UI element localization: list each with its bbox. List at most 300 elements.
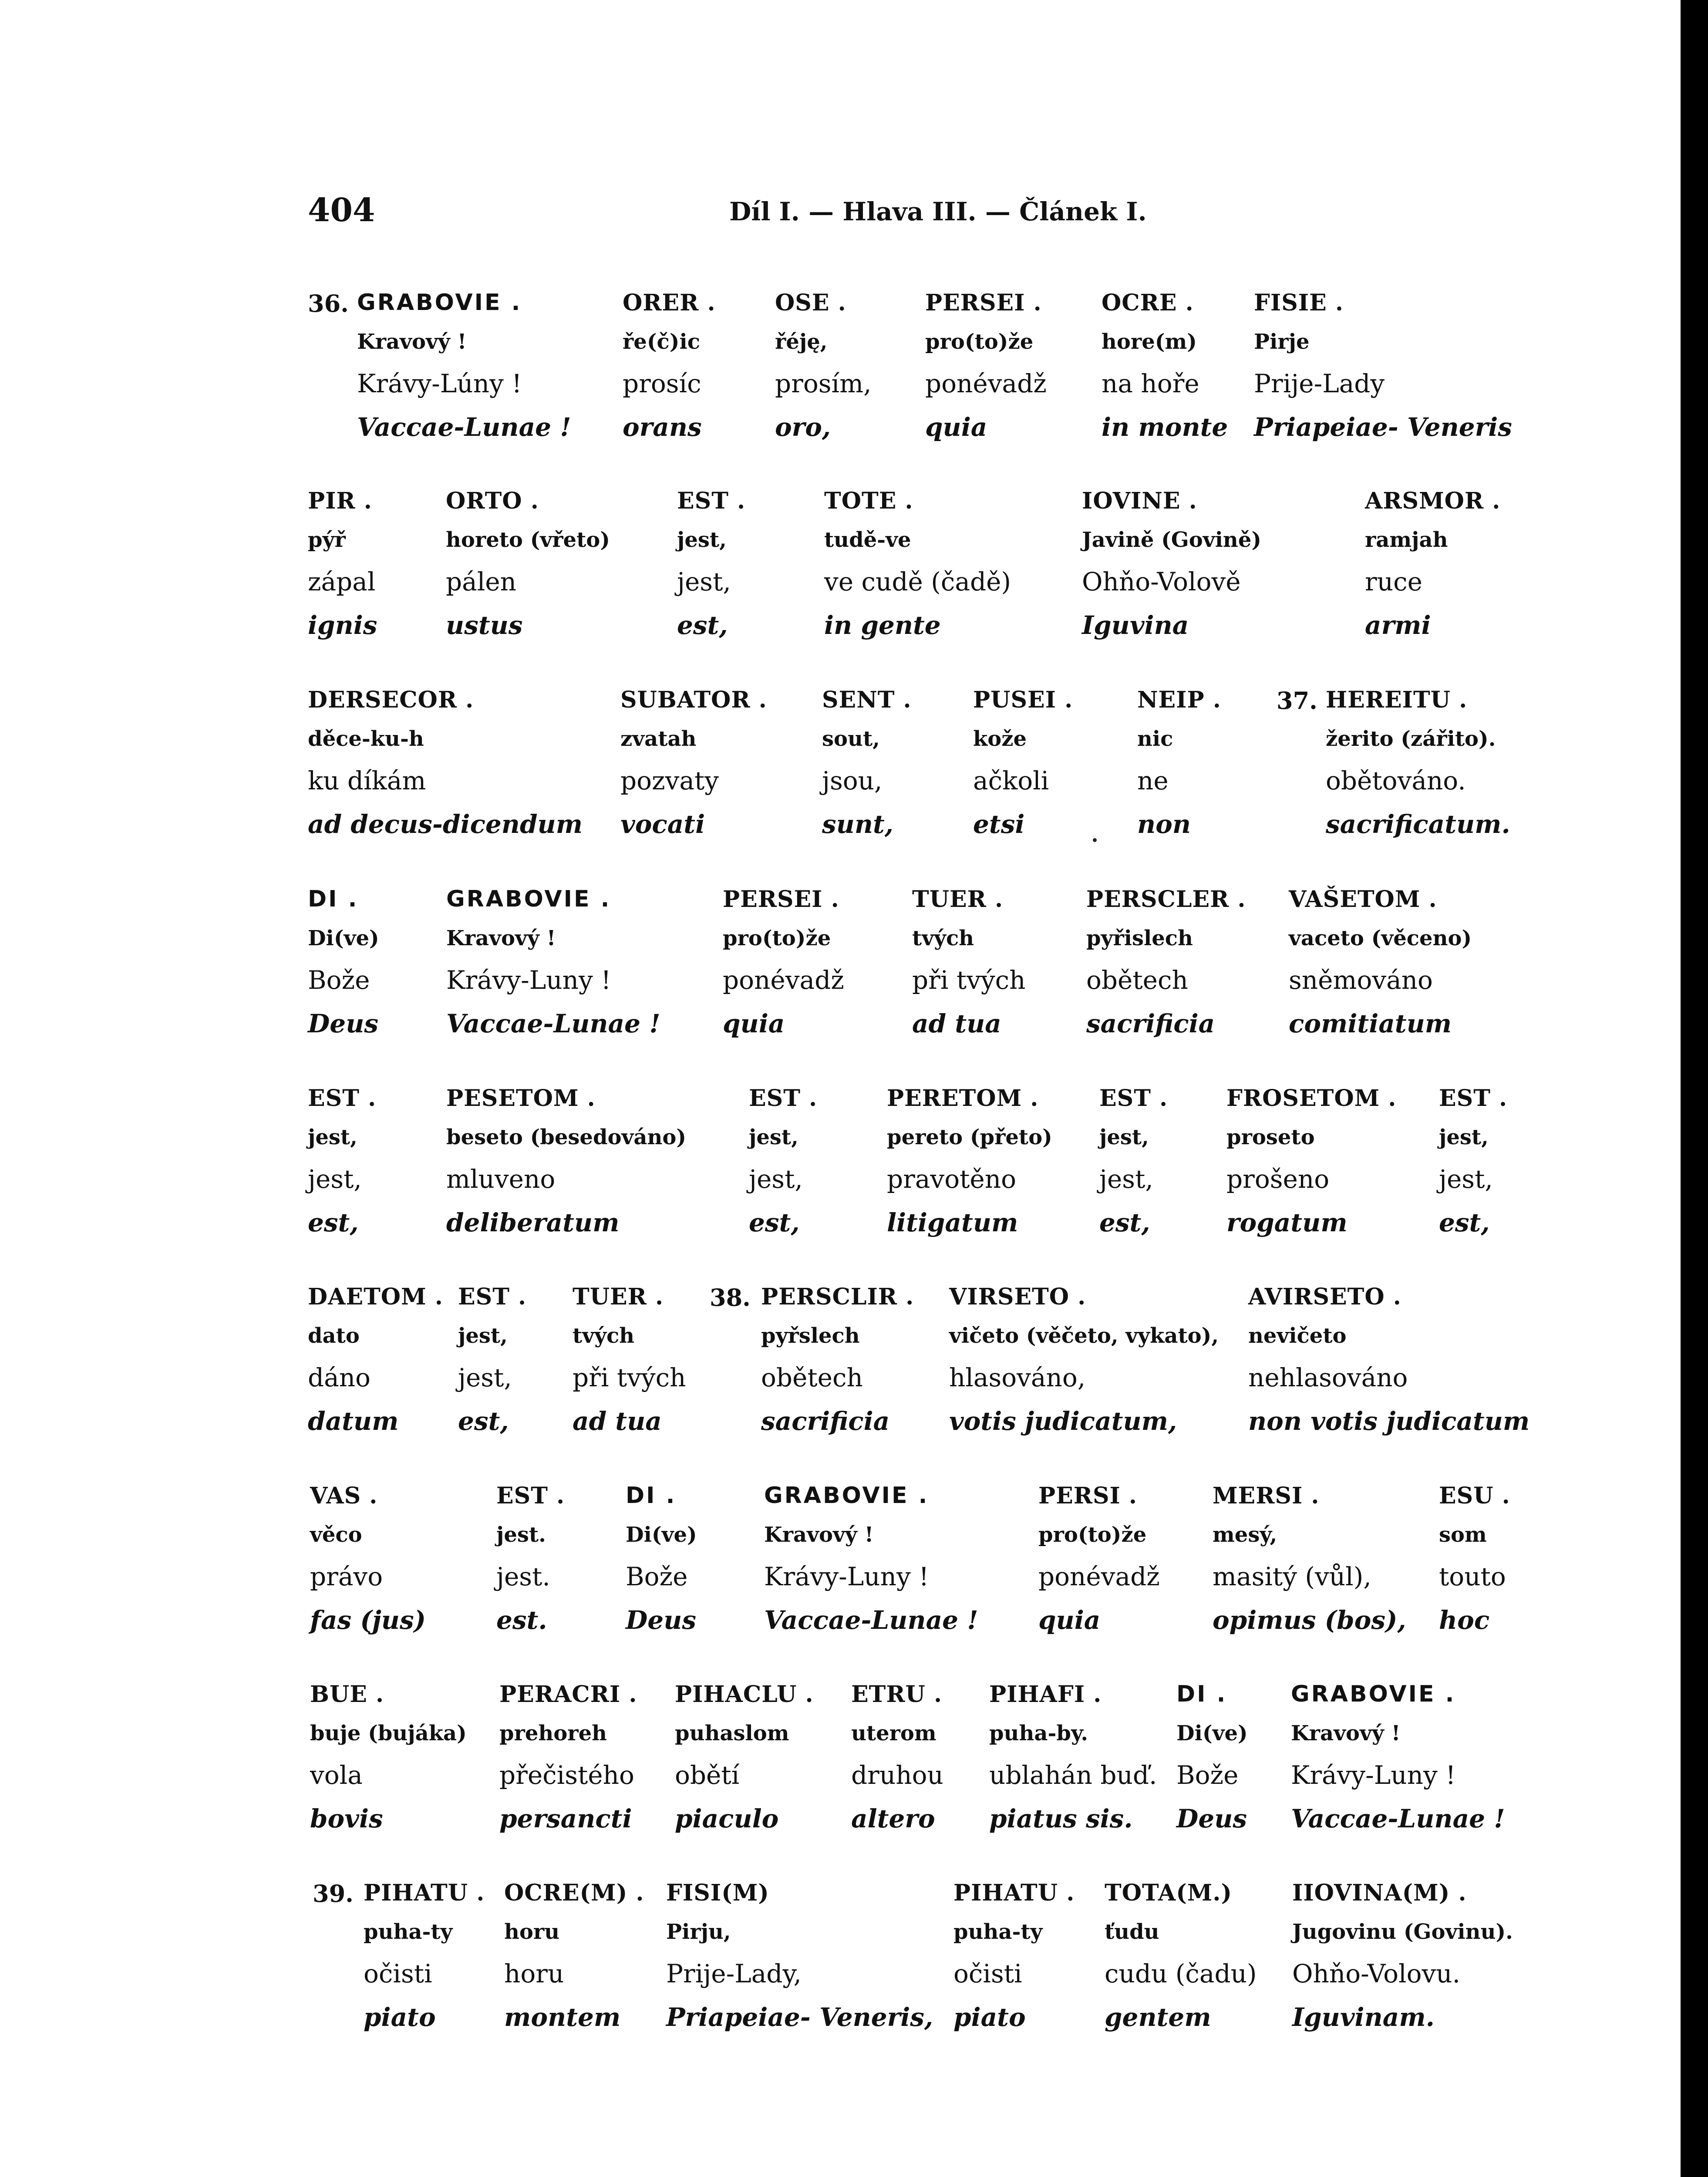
umbrian-word: PERSCLIR . — [761, 1284, 914, 1310]
literal-czech-gloss: pyřislech — [1086, 926, 1193, 950]
word-column — [364, 1880, 485, 2046]
czech-translation: přečistého — [499, 1760, 634, 1790]
literal-czech-gloss: pro(to)že — [723, 926, 831, 950]
literal-czech-gloss: Di(ve) — [1176, 1721, 1248, 1746]
literal-czech-gloss: pyřslech — [761, 1324, 860, 1348]
interlinear-block — [0, 1681, 1681, 1864]
word-column — [723, 886, 844, 1052]
umbrian-word: ARSMOR . — [1365, 488, 1501, 514]
word-column — [308, 488, 377, 654]
word-column — [504, 1880, 644, 2046]
latin-translation: est, — [749, 1208, 800, 1237]
word-column — [308, 886, 379, 1052]
umbrian-word: PERETOM . — [887, 1085, 1039, 1112]
umbrian-word: FISI(M) — [666, 1880, 769, 1906]
umbrian-word: ORER . — [623, 290, 716, 316]
word-column — [1038, 1483, 1160, 1649]
literal-czech-gloss: jest, — [677, 528, 727, 552]
word-column — [446, 1085, 686, 1251]
word-column — [446, 886, 660, 1052]
latin-translation: quia — [723, 1009, 785, 1038]
word-column — [310, 1681, 467, 1847]
czech-translation: touto — [1439, 1562, 1506, 1591]
latin-translation: sunt, — [822, 809, 893, 839]
czech-translation: ponévadž — [723, 965, 844, 995]
latin-translation: comitiatum — [1289, 1009, 1452, 1038]
latin-translation: ad decus-dicendum — [308, 809, 583, 839]
umbrian-word: IIOVINA(M) . — [1292, 1880, 1467, 1906]
latin-translation: Deus — [626, 1605, 697, 1635]
latin-translation: Deus — [1176, 1804, 1247, 1833]
umbrian-word: ORTO . — [446, 488, 539, 514]
word-column — [308, 687, 583, 853]
czech-translation: jest, — [677, 567, 731, 596]
literal-czech-gloss: věco — [310, 1523, 362, 1547]
word-column — [1176, 1681, 1248, 1847]
umbrian-word: EST . — [308, 1085, 377, 1112]
umbrian-word: DAETOM . — [308, 1284, 443, 1310]
latin-translation: gentem — [1105, 2002, 1211, 2032]
literal-czech-gloss: tudě-ve — [824, 528, 911, 552]
umbrian-word: PIHATU . — [953, 1880, 1075, 1906]
word-column — [953, 1880, 1075, 2046]
czech-translation: Ohňo-Volově — [1082, 567, 1241, 596]
word-column — [308, 1284, 443, 1450]
umbrian-word: NEIP . — [1137, 687, 1221, 713]
latin-translation: montem — [504, 2002, 621, 2032]
literal-czech-gloss: sout, — [822, 727, 880, 751]
latin-translation: oro, — [775, 412, 831, 442]
latin-translation: piatus sis. — [989, 1804, 1133, 1833]
verse-number: 36. — [308, 290, 349, 317]
czech-translation: obětováno. — [1326, 766, 1466, 795]
literal-czech-gloss: Kravový ! — [446, 926, 556, 950]
word-column — [1137, 687, 1221, 853]
word-column — [1292, 1880, 1513, 2046]
latin-translation: armi — [1365, 610, 1431, 640]
literal-czech-gloss: Kravový ! — [764, 1523, 874, 1547]
czech-translation: Krávy-Luny ! — [764, 1562, 929, 1591]
czech-translation: Ohňo-Volovu. — [1292, 1959, 1461, 1988]
interlinear-block — [0, 488, 1681, 671]
word-column — [1082, 488, 1261, 654]
literal-czech-gloss: buje (bujáka) — [310, 1721, 467, 1746]
latin-translation: ustus — [446, 610, 523, 640]
literal-czech-gloss: vičeto (věčeto, vykato), — [949, 1324, 1219, 1348]
czech-translation: očisti — [364, 1959, 432, 1988]
umbrian-word: PIR . — [308, 488, 372, 514]
latin-translation: sacrificia — [1086, 1009, 1215, 1038]
literal-czech-gloss: pro(to)že — [925, 330, 1034, 354]
word-column — [308, 1085, 376, 1251]
word-column — [912, 886, 1026, 1052]
czech-translation: pálen — [446, 567, 516, 596]
latin-translation: deliberatum — [446, 1208, 620, 1237]
latin-translation: est. — [496, 1605, 547, 1635]
literal-czech-gloss: puha-ty — [953, 1920, 1043, 1944]
verse-number: 37. — [1277, 687, 1317, 714]
czech-translation: horu — [504, 1959, 564, 1988]
latin-translation: est, — [308, 1208, 359, 1237]
literal-czech-gloss: dato — [308, 1324, 360, 1348]
umbrian-word: OCRE(M) . — [504, 1880, 644, 1906]
czech-translation: Prije-Lady — [1254, 369, 1385, 398]
czech-translation: Bože — [1176, 1760, 1239, 1790]
umbrian-word: ETRU . — [851, 1681, 943, 1708]
literal-czech-gloss: puhaslom — [675, 1721, 789, 1746]
word-column — [1289, 886, 1472, 1052]
umbrian-word: TOTA(M.) — [1105, 1880, 1233, 1906]
interlinear-block — [0, 290, 1681, 472]
czech-translation: Krávy-Lúny ! — [357, 369, 522, 398]
word-column — [973, 687, 1073, 853]
umbrian-word: GRABOVIE . — [764, 1483, 929, 1509]
word-column — [1086, 886, 1246, 1052]
latin-translation: sacrificatum. — [1326, 809, 1510, 839]
ink-speck — [1093, 838, 1097, 842]
literal-czech-gloss: uterom — [851, 1721, 937, 1746]
word-column — [764, 1483, 978, 1649]
interlinear-block — [0, 687, 1681, 869]
word-column — [749, 1085, 817, 1251]
word-column — [310, 1483, 426, 1649]
word-column — [1226, 1085, 1396, 1251]
verse-number: 39. — [313, 1880, 354, 1907]
literal-czech-gloss: Kravový ! — [357, 330, 467, 354]
czech-translation: jest, — [1439, 1164, 1493, 1194]
word-column — [822, 687, 912, 853]
latin-translation: in gente — [824, 610, 941, 640]
czech-translation: jest, — [1099, 1164, 1153, 1194]
czech-translation: jest. — [496, 1562, 550, 1591]
latin-translation: ad tua — [912, 1009, 1001, 1038]
umbrian-word: OCRE . — [1102, 290, 1194, 316]
latin-translation: Vaccae-Lunae ! — [1291, 1804, 1505, 1833]
umbrian-word: DERSECOR . — [308, 687, 474, 713]
umbrian-word: FISIE . — [1254, 290, 1344, 316]
umbrian-word: FROSETOM . — [1226, 1085, 1397, 1112]
czech-translation: pravotěno — [887, 1164, 1017, 1194]
umbrian-word: PUSEI . — [973, 687, 1073, 713]
latin-translation: piato — [953, 2002, 1026, 2032]
literal-czech-gloss: Pirje — [1254, 330, 1310, 354]
umbrian-word: AVIRSETO . — [1248, 1284, 1401, 1310]
czech-translation: obětech — [761, 1363, 863, 1392]
literal-czech-gloss: pereto (přeto) — [887, 1125, 1052, 1149]
umbrian-word: EST . — [1099, 1085, 1168, 1112]
literal-czech-gloss: ťudu — [1105, 1920, 1159, 1944]
literal-czech-gloss: jest, — [308, 1125, 357, 1149]
latin-translation: orans — [623, 412, 702, 442]
literal-czech-gloss: jest. — [496, 1523, 546, 1547]
umbrian-word: EST . — [749, 1085, 818, 1112]
word-column — [1254, 290, 1512, 456]
umbrian-word: PERSI . — [1038, 1483, 1138, 1509]
umbrian-word: EST . — [1439, 1085, 1508, 1112]
latin-translation: votis judicatum, — [949, 1406, 1177, 1436]
literal-czech-gloss: děce-ku-h — [308, 727, 424, 751]
czech-translation: dáno — [308, 1363, 371, 1392]
word-column — [499, 1681, 637, 1847]
umbrian-word: EST . — [496, 1483, 565, 1509]
word-column — [666, 1880, 933, 2046]
czech-translation: při tvých — [912, 965, 1026, 995]
umbrian-word: VIRSETO . — [949, 1284, 1086, 1310]
word-column — [775, 290, 872, 456]
word-column — [1105, 1880, 1257, 2046]
word-column — [620, 687, 767, 853]
word-column — [1439, 1483, 1510, 1649]
word-column — [1291, 1681, 1505, 1847]
running-title: Díl I. — Hlava III. — Článek I. — [729, 197, 1147, 226]
latin-translation: Priapeiae- Veneris, — [666, 2002, 933, 2032]
czech-translation: prosíc — [623, 369, 701, 398]
umbrian-word: SENT . — [822, 687, 912, 713]
umbrian-word: DI . — [1176, 1681, 1227, 1707]
latin-translation: Priapeiae- Veneris — [1254, 412, 1512, 442]
literal-czech-gloss: hore(m) — [1102, 330, 1197, 354]
literal-czech-gloss: beseto (besedováno) — [446, 1125, 687, 1149]
czech-translation: pozvaty — [620, 766, 719, 795]
umbrian-word: EST . — [458, 1284, 527, 1310]
interlinear-block — [0, 1284, 1681, 1466]
interlinear-block — [0, 1085, 1681, 1268]
latin-translation: litigatum — [887, 1208, 1018, 1237]
literal-czech-gloss: Javině (Govině) — [1082, 528, 1262, 552]
literal-czech-gloss: jest, — [1439, 1125, 1489, 1149]
latin-translation: opimus (bos), — [1213, 1605, 1406, 1635]
umbrian-word: GRABOVIE . — [357, 290, 522, 316]
czech-translation: nehlasováno — [1248, 1363, 1408, 1392]
word-column — [626, 1483, 697, 1649]
umbrian-word: GRABOVIE . — [1291, 1681, 1456, 1707]
latin-translation: piato — [364, 2002, 436, 2032]
latin-translation: persancti — [499, 1804, 632, 1833]
word-column — [623, 290, 716, 456]
umbrian-word: HEREITU . — [1326, 687, 1468, 713]
latin-translation: ignis — [308, 610, 377, 640]
literal-czech-gloss: Di(ve) — [308, 926, 379, 950]
czech-translation: Bože — [308, 965, 370, 995]
interlinear-block — [0, 1880, 1681, 2062]
latin-translation: est, — [1439, 1208, 1490, 1237]
czech-translation: ne — [1137, 766, 1169, 795]
umbrian-word: PERSCLER . — [1086, 886, 1246, 913]
word-column — [1365, 488, 1500, 654]
czech-translation: při tvých — [573, 1363, 686, 1392]
page-edge — [1705, 0, 1708, 2177]
czech-translation: jest, — [458, 1363, 512, 1392]
umbrian-word: VAŠETOM . — [1289, 886, 1437, 913]
latin-translation: est, — [458, 1406, 509, 1436]
literal-czech-gloss: Di(ve) — [626, 1523, 697, 1547]
latin-translation: vocati — [620, 809, 705, 839]
word-column — [357, 290, 571, 456]
word-column — [761, 1284, 914, 1450]
latin-translation: Deus — [308, 1009, 379, 1038]
literal-czech-gloss: Pirju, — [666, 1920, 731, 1944]
word-column — [1102, 290, 1228, 456]
word-column — [675, 1681, 814, 1847]
czech-translation: sněmováno — [1289, 965, 1433, 995]
literal-czech-gloss: puha-ty — [364, 1920, 453, 1944]
literal-czech-gloss: kože — [973, 727, 1027, 751]
word-column — [989, 1681, 1157, 1847]
literal-czech-gloss: puha-by. — [989, 1721, 1088, 1746]
word-column — [851, 1681, 943, 1847]
umbrian-word: PERSEI . — [925, 290, 1042, 316]
latin-translation: bovis — [310, 1804, 383, 1833]
czech-translation: jsou, — [822, 766, 883, 795]
umbrian-word: MERSI . — [1213, 1483, 1320, 1509]
word-column — [949, 1284, 1219, 1450]
umbrian-word: ESU . — [1439, 1483, 1510, 1509]
literal-czech-gloss: prehoreh — [499, 1721, 607, 1746]
verse-number: 38. — [710, 1284, 751, 1311]
literal-czech-gloss: pýř — [308, 528, 346, 552]
czech-translation: druhou — [851, 1760, 943, 1790]
umbrian-word: PIHAFI . — [989, 1681, 1102, 1708]
umbrian-word: DI . — [308, 886, 359, 912]
czech-translation: zápal — [308, 567, 376, 596]
umbrian-word: IOVINE . — [1082, 488, 1197, 514]
latin-translation: etsi — [973, 809, 1025, 839]
word-column — [458, 1284, 526, 1450]
page-number: 404 — [308, 192, 375, 229]
latin-translation: est, — [1099, 1208, 1150, 1237]
literal-czech-gloss: ře(č)ic — [623, 330, 700, 354]
literal-czech-gloss: proseto — [1226, 1125, 1315, 1149]
literal-czech-gloss: jest, — [458, 1324, 508, 1348]
literal-czech-gloss: vaceto (věceno) — [1289, 926, 1472, 950]
literal-czech-gloss: jest, — [1099, 1125, 1149, 1149]
literal-czech-gloss: tvých — [912, 926, 974, 950]
word-column — [925, 290, 1047, 456]
latin-translation: altero — [851, 1804, 935, 1833]
latin-translation: non — [1137, 809, 1191, 839]
czech-translation: Bože — [626, 1562, 688, 1591]
czech-translation: právo — [310, 1562, 383, 1591]
word-column — [677, 488, 745, 654]
latin-translation: sacrificia — [761, 1406, 890, 1436]
latin-translation: quia — [1038, 1605, 1101, 1635]
czech-translation: ruce — [1365, 567, 1422, 596]
latin-translation: fas (jus) — [310, 1605, 426, 1635]
word-column — [1213, 1483, 1406, 1649]
czech-translation: na hoře — [1102, 369, 1199, 398]
umbrian-word: PIHATU . — [364, 1880, 485, 1906]
latin-translation: Iguvinam. — [1292, 2002, 1435, 2032]
czech-translation: ublahán buď. — [989, 1760, 1157, 1790]
word-column — [824, 488, 1011, 654]
czech-translation: prosím, — [775, 369, 872, 398]
czech-translation: Prije-Lady, — [666, 1959, 802, 1988]
literal-czech-gloss: ramjah — [1365, 528, 1448, 552]
czech-translation: očisti — [953, 1959, 1022, 1988]
word-column — [573, 1284, 686, 1450]
umbrian-word: PIHACLU . — [675, 1681, 814, 1708]
literal-czech-gloss: nic — [1137, 727, 1173, 751]
umbrian-word: TUER . — [912, 886, 1004, 913]
latin-translation: non votis judicatum — [1248, 1406, 1530, 1436]
literal-czech-gloss: mesý, — [1213, 1523, 1277, 1547]
umbrian-word: EST . — [677, 488, 746, 514]
umbrian-word: PERSEI . — [723, 886, 839, 913]
latin-translation: rogatum — [1226, 1208, 1348, 1237]
literal-czech-gloss: pro(to)že — [1038, 1523, 1147, 1547]
word-column — [1439, 1085, 1507, 1251]
czech-translation: mluveno — [446, 1164, 556, 1194]
literal-czech-gloss: Kravový ! — [1291, 1721, 1401, 1746]
czech-translation: obětech — [1086, 965, 1188, 995]
umbrian-word: TOTE . — [824, 488, 913, 514]
umbrian-word: PESETOM . — [446, 1085, 596, 1112]
umbrian-word: DI . — [626, 1483, 677, 1509]
umbrian-word: PERACRI . — [499, 1681, 637, 1708]
literal-czech-gloss: žerito (zářito). — [1326, 727, 1496, 751]
latin-translation: Vaccae-Lunae ! — [357, 412, 571, 442]
interlinear-block — [0, 886, 1681, 1069]
interlinear-block — [0, 1483, 1681, 1665]
czech-translation: jest, — [308, 1164, 362, 1194]
word-column — [1326, 687, 1510, 853]
literal-czech-gloss: jest, — [749, 1125, 798, 1149]
czech-translation: ponévadž — [925, 369, 1047, 398]
umbrian-word: TUER . — [573, 1284, 664, 1310]
umbrian-word: SUBATOR . — [620, 687, 767, 713]
latin-translation: Iguvina — [1082, 610, 1189, 640]
word-column — [496, 1483, 565, 1649]
literal-czech-gloss: řéję, — [775, 330, 828, 354]
umbrian-word: BUE . — [310, 1681, 384, 1708]
czech-translation: Krávy-Luny ! — [446, 965, 611, 995]
latin-translation: quia — [925, 412, 987, 442]
word-column — [1248, 1284, 1529, 1450]
literal-czech-gloss: tvých — [573, 1324, 635, 1348]
literal-czech-gloss: som — [1439, 1523, 1487, 1547]
literal-czech-gloss: nevičeto — [1248, 1324, 1347, 1348]
czech-translation: obětí — [675, 1760, 740, 1790]
latin-translation: Vaccae-Lunae ! — [446, 1009, 660, 1038]
czech-translation: vola — [310, 1760, 363, 1790]
latin-translation: in monte — [1102, 412, 1228, 442]
literal-czech-gloss: horu — [504, 1920, 560, 1944]
czech-translation: prošeno — [1226, 1164, 1330, 1194]
umbrian-word: OSE . — [775, 290, 846, 316]
latin-translation: piaculo — [675, 1804, 779, 1833]
latin-translation: Vaccae-Lunae ! — [764, 1605, 978, 1635]
literal-czech-gloss: horeto (vřeto) — [446, 528, 610, 552]
czech-translation: cudu (čadu) — [1105, 1959, 1257, 1988]
czech-translation: masitý (vůl), — [1213, 1562, 1371, 1591]
word-column — [1099, 1085, 1168, 1251]
word-column — [887, 1085, 1052, 1251]
czech-translation: ku díkám — [308, 766, 426, 795]
umbrian-word: VAS . — [310, 1483, 378, 1509]
czech-translation: Krávy-Luny ! — [1291, 1760, 1456, 1790]
umbrian-word: GRABOVIE . — [446, 886, 611, 912]
literal-czech-gloss: Jugovinu (Govinu). — [1292, 1920, 1513, 1944]
latin-translation: ad tua — [573, 1406, 662, 1436]
czech-translation: hlasováno, — [949, 1363, 1086, 1392]
latin-translation: hoc — [1439, 1605, 1490, 1635]
czech-translation: ve cudě (čadě) — [824, 567, 1011, 596]
czech-translation: jest, — [749, 1164, 803, 1194]
word-column — [446, 488, 610, 654]
czech-translation: ponévadž — [1038, 1562, 1160, 1591]
czech-translation: ačkoli — [973, 766, 1049, 795]
latin-translation: est, — [677, 610, 728, 640]
